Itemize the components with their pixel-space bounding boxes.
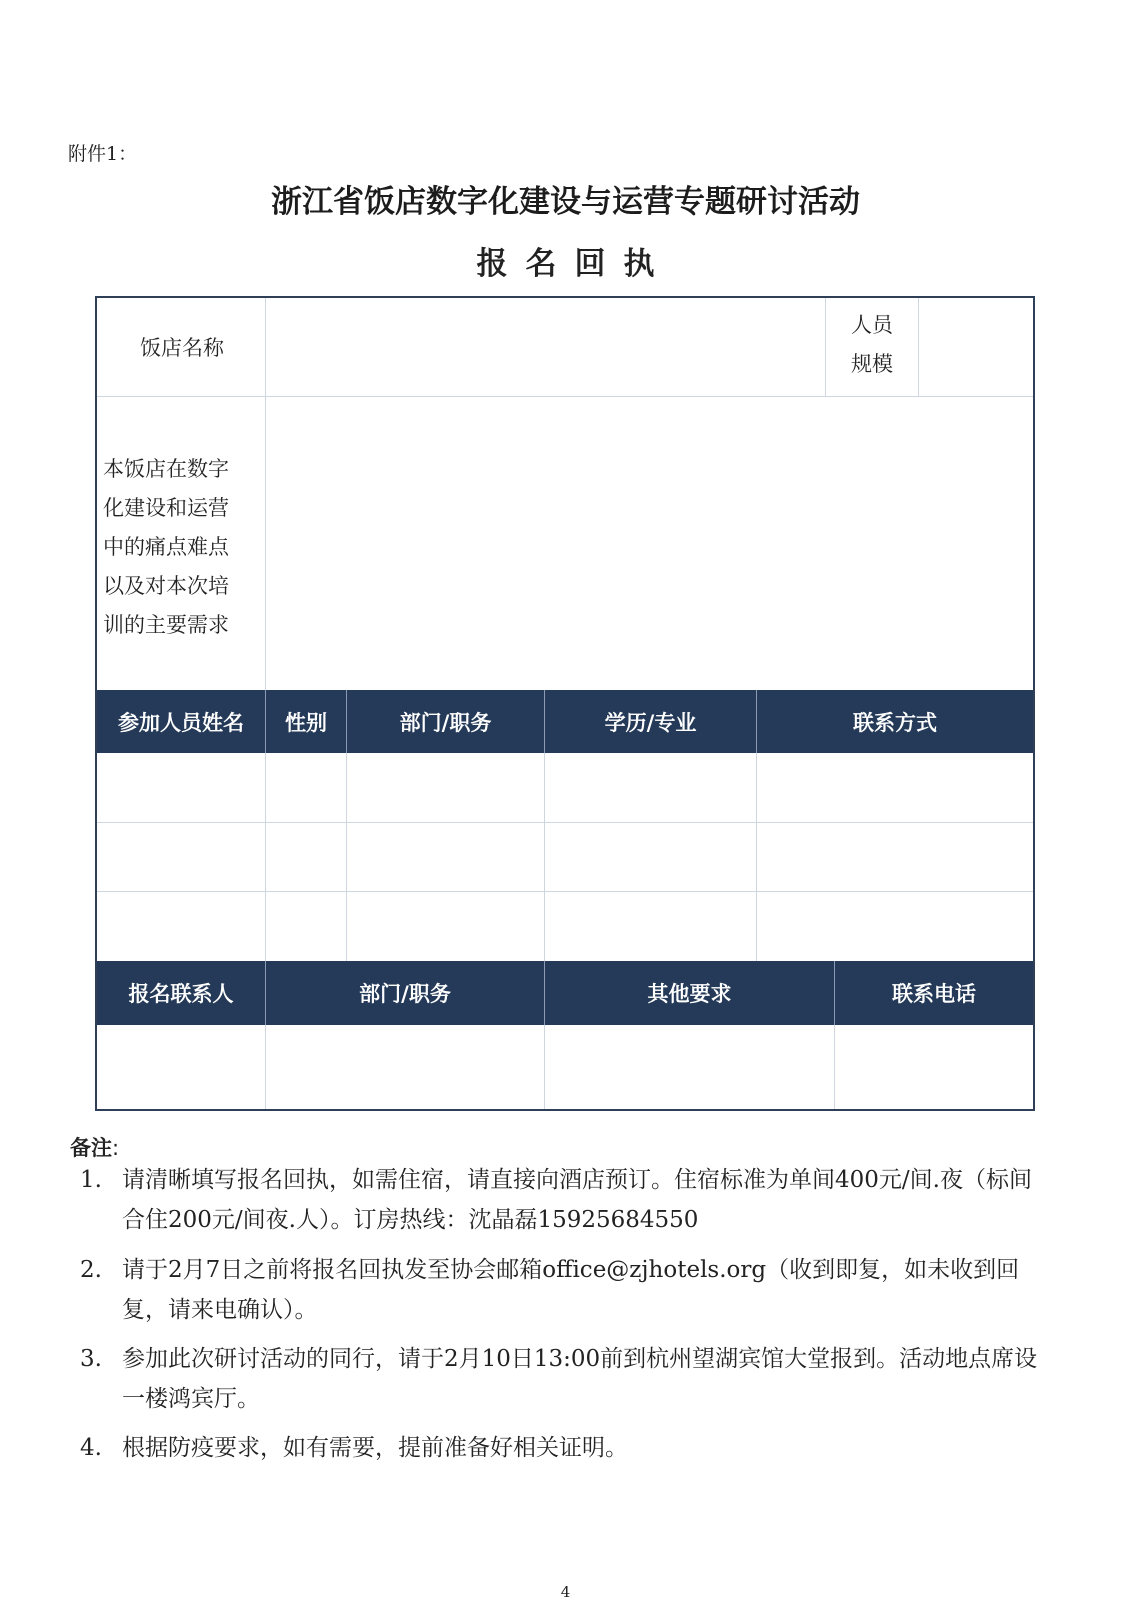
- pain-points-field[interactable]: [266, 397, 1033, 689]
- note-text: 参加此次研讨活动的同行，请于2月10日13:00前到杭州望湖宾馆大堂报到。活动地点席设一楼鸿宾厅。: [122, 1346, 1038, 1412]
- note-text: 请清晰填写报名回执，如需住宿，请直接向酒店预订。住宿标准为单间400元/间.夜（标间合住200元/间夜.人）。订房热线：沈晶磊15925684550: [122, 1167, 1032, 1233]
- hotel-name-label: 饭店名称: [140, 336, 224, 360]
- attachment-label: 附件1：: [68, 143, 138, 165]
- participant-row[interactable]: [97, 753, 1033, 822]
- staff-scale-field[interactable]: [919, 298, 1033, 396]
- header-registrant-department: 部门/职务: [266, 961, 544, 1025]
- note-number: 1.: [80, 1167, 102, 1193]
- note-number: 2.: [80, 1257, 102, 1283]
- participant-row[interactable]: [97, 823, 1033, 891]
- note-number: 3.: [80, 1346, 102, 1372]
- note-text: 根据防疫要求，如有需要，提前准备好相关证明。: [122, 1435, 628, 1461]
- page-number: 4: [560, 1583, 571, 1601]
- header-phone: 联系电话: [835, 961, 1033, 1025]
- note-number: 4.: [80, 1435, 102, 1461]
- pain-points-line: 以及对本次培: [103, 574, 229, 598]
- note-item: [80, 1160, 1040, 1240]
- pain-points-line: 本饭店在数字: [103, 457, 229, 481]
- header-participant-name: 参加人员姓名: [97, 690, 265, 753]
- registration-form-table: [95, 296, 1035, 1111]
- page-subtitle: 报名回执: [476, 246, 673, 282]
- hotel-name-field[interactable]: [266, 298, 826, 396]
- note-item: [80, 1250, 1040, 1330]
- note-item: [80, 1339, 1040, 1419]
- notes-title: 备注:: [70, 1136, 120, 1160]
- pain-points-line: 化建设和运营: [103, 496, 229, 520]
- participant-row[interactable]: [97, 892, 1033, 961]
- header-registrant: 报名联系人: [97, 961, 265, 1025]
- registrant-row[interactable]: [97, 1025, 1033, 1109]
- note-text: 请于2月7日之前将报名回执发至协会邮箱office@zjhotels.org（收到即复，如未收到回复，请来电确认）。: [122, 1257, 1020, 1323]
- header-gender: 性别: [266, 690, 346, 753]
- header-education: 学历/专业: [545, 690, 756, 753]
- header-department: 部门/职务: [347, 690, 544, 753]
- pain-points-label: [103, 450, 263, 645]
- staff-scale-line-1: 人员: [851, 313, 893, 337]
- pain-points-line: 训的主要需求: [103, 613, 229, 637]
- staff-scale-label: [827, 306, 917, 396]
- note-item: [80, 1428, 1040, 1468]
- pain-points-line: 中的痛点难点: [103, 535, 229, 559]
- staff-scale-line-2: 规模: [851, 352, 893, 376]
- header-other-requirements: 其他要求: [545, 961, 834, 1025]
- header-contact: 联系方式: [757, 690, 1033, 753]
- page-title: 浙江省饭店数字化建设与运营专题研讨活动: [271, 184, 860, 220]
